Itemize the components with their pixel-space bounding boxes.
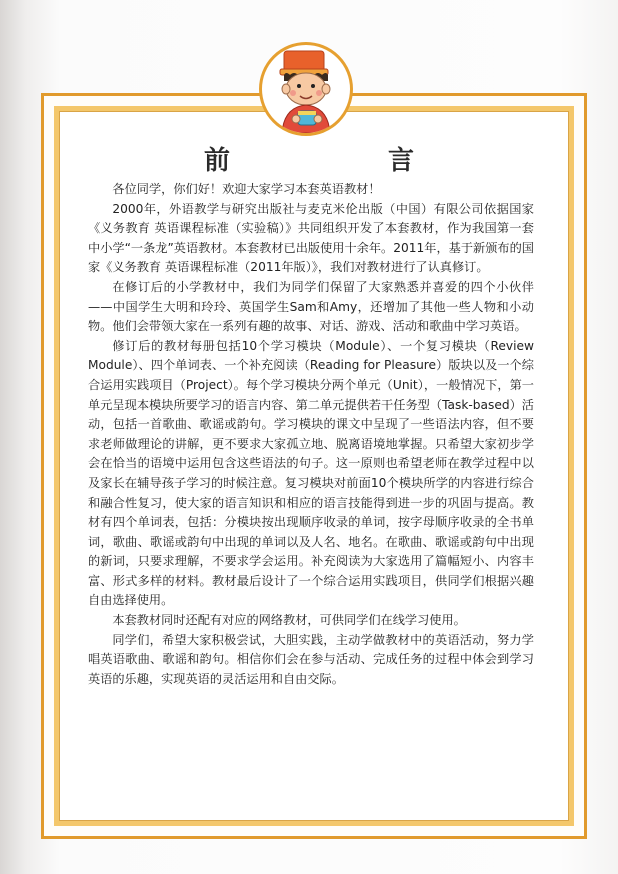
paragraph: 各位同学，你们好！欢迎大家学习本套英语教材！ xyxy=(112,182,381,196)
paragraph: 本套教材同时还配有对应的网络教材，可供同学们在线学习使用。 xyxy=(112,613,466,628)
preface-body xyxy=(88,180,534,689)
page-title: 前 言 xyxy=(203,146,480,176)
paragraph: 同学们，希望大家积极尝试，大胆实践，主动学做教材中的英语活动，努力学唱英语歌曲、歌谣和韵句。相信你们会在参与活动、完成任务的过程中体会到学习英语的乐趣，实现英语的灵活运用和自由交际。 xyxy=(88,632,534,686)
paragraph: 修订后的教材每册包括10个学习模块（Module）、一个复习模块（Review Module）、四个单词表、一个补充阅读（Reading for Pleasure）版块以及一个综合运用实践项目（Project）。每个学习模块分两个单元（Unit），一般情况下，第一单元呈现本模块所要学习的语言内容、第二单元提供若干任务型（Task-based）活动，包括一首歌曲、歌谣或韵句。学习模块的课文中呈现了一些语法内容，但不要求老师做理论的讲解，更不要求大家孤立地、脱离语境地掌握。只希望大家初步学会在恰当的语境中运用包含这些语法的句子。这一原则也希望老师在教学过程中以及家长在辅导孩子学习的时候注意。复习模块对前面10个模块所学的内容进行综合和融合性复习，使大家的语言知识和相应的语言技能得到进一步的巩固与提高。教材有四个单词表，包括：分模块按出现顺序收录的单词，按字母顺序收录的全书单词，歌曲、歌谣或韵句中出现的单词以及人名、地名。在歌曲、歌谣或韵句中出现的新词，只要求理解，不要求学会运用。补充阅读为大家选用了篇幅短小、内容丰富、形式多样的材料。教材最后设计了一个综合运用实践项目，供同学们根据兴趣自由选择使用。 xyxy=(88,338,534,608)
paragraph: 在修订后的小学教材中，我们为同学们保留了大家熟悉并喜爱的四个小伙伴——中国学生大明和玲玲、英国学生Sam和Amy，还增加了其他一些人物和小动物。他们会带领大家在一系列有趣的故事、对话、游戏、活动和歌曲中学习英语。 xyxy=(88,279,534,334)
cartoon-boy-mascot-icon xyxy=(259,42,353,136)
paragraph: 2000年，外语教学与研究出版社与麦克米伦出版（中国）有限公司依据国家《义务教育 英语课程标准（实验稿）》共同组织开发了本套教材，作为我国第一套中小学“一条龙”英语教材。本套教材已出版使用十余年。2011年，基于新颁布的国家《义务教育 英语课程标准（2011年版）》，我们对教材进行了认真修订。 xyxy=(88,201,534,275)
